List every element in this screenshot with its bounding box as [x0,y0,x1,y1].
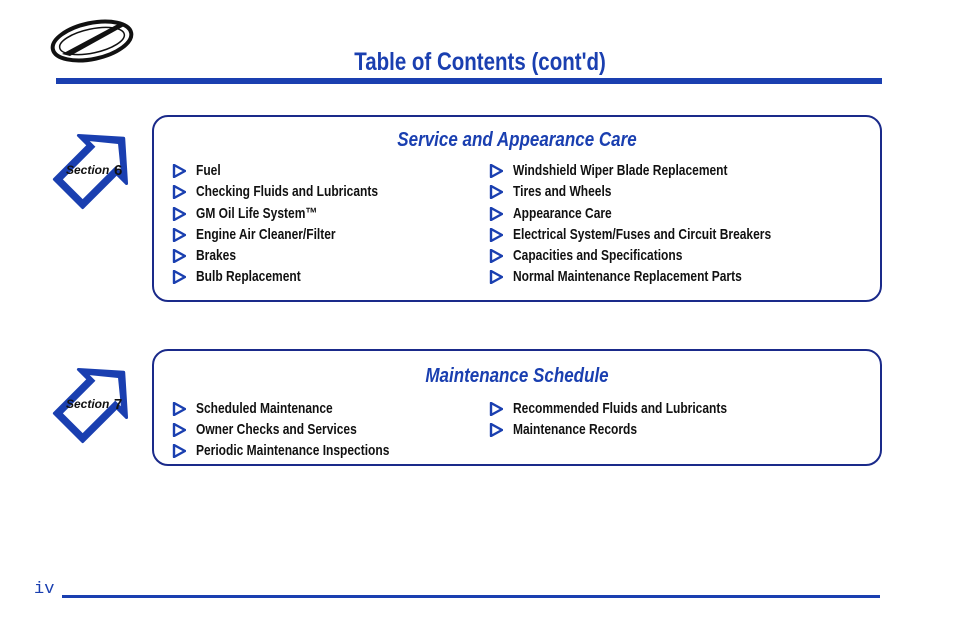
toc-item-label: GM Oil Life System™ [196,205,318,222]
section-6-badge-number: 6 [114,162,123,179]
chevron-bullet-icon [489,249,503,263]
chevron-bullet-icon [172,402,186,416]
toc-item-label: Tires and Wheels [513,183,612,200]
toc-item-label: Engine Air Cleaner/Filter [196,226,336,243]
toc-item-label: Electrical System/Fuses and Circuit Breakers [513,226,772,243]
toc-item-label: Capacities and Specifications [513,247,683,264]
toc-item-label: Checking Fluids and Lubricants [196,183,379,200]
page-number: iv [34,580,55,599]
toc-item-label: Normal Maintenance Replacement Parts [513,268,742,285]
footer-rule [62,595,880,598]
chevron-bullet-icon [172,164,186,178]
chevron-bullet-icon [172,444,186,458]
section-6-panel [152,115,882,302]
chevron-bullet-icon [172,207,186,221]
section-6-badge-word: Section [66,163,110,177]
toc-item-label: Scheduled Maintenance [196,400,333,417]
chevron-bullet-icon [172,228,186,242]
section-7-badge-word: Section [66,397,110,411]
toc-item-label: Appearance Care [513,205,612,222]
chevron-bullet-icon [172,185,186,199]
chevron-bullet-icon [172,423,186,437]
header-rule [56,78,882,84]
toc-item-label: Windshield Wiper Blade Replacement [513,162,728,179]
section-6-title: Service and Appearance Care [397,129,637,151]
chevron-bullet-icon [489,270,503,284]
section-7-title: Maintenance Schedule [425,365,609,387]
chevron-bullet-icon [489,402,503,416]
section-7-badge-number: 7 [114,396,123,413]
toc-item-label: Recommended Fluids and Lubricants [513,400,728,417]
chevron-bullet-icon [489,423,503,437]
toc-item-label: Periodic Maintenance Inspections [196,442,390,459]
chevron-bullet-icon [172,270,186,284]
toc-item-label: Fuel [196,162,221,179]
section-7-badge [44,352,144,452]
toc-item-label: Bulb Replacement [196,268,301,285]
section-6-badge [44,118,144,218]
page-title: Table of Contents (cont'd) [354,48,606,76]
chevron-bullet-icon [489,207,503,221]
chevron-bullet-icon [489,228,503,242]
toc-item-label: Brakes [196,247,237,264]
chevron-bullet-icon [489,164,503,178]
section-7-panel [152,349,882,466]
toc-item-label: Owner Checks and Services [196,421,357,438]
chevron-bullet-icon [172,249,186,263]
chevron-bullet-icon [489,185,503,199]
toc-item-label: Maintenance Records [513,421,638,438]
